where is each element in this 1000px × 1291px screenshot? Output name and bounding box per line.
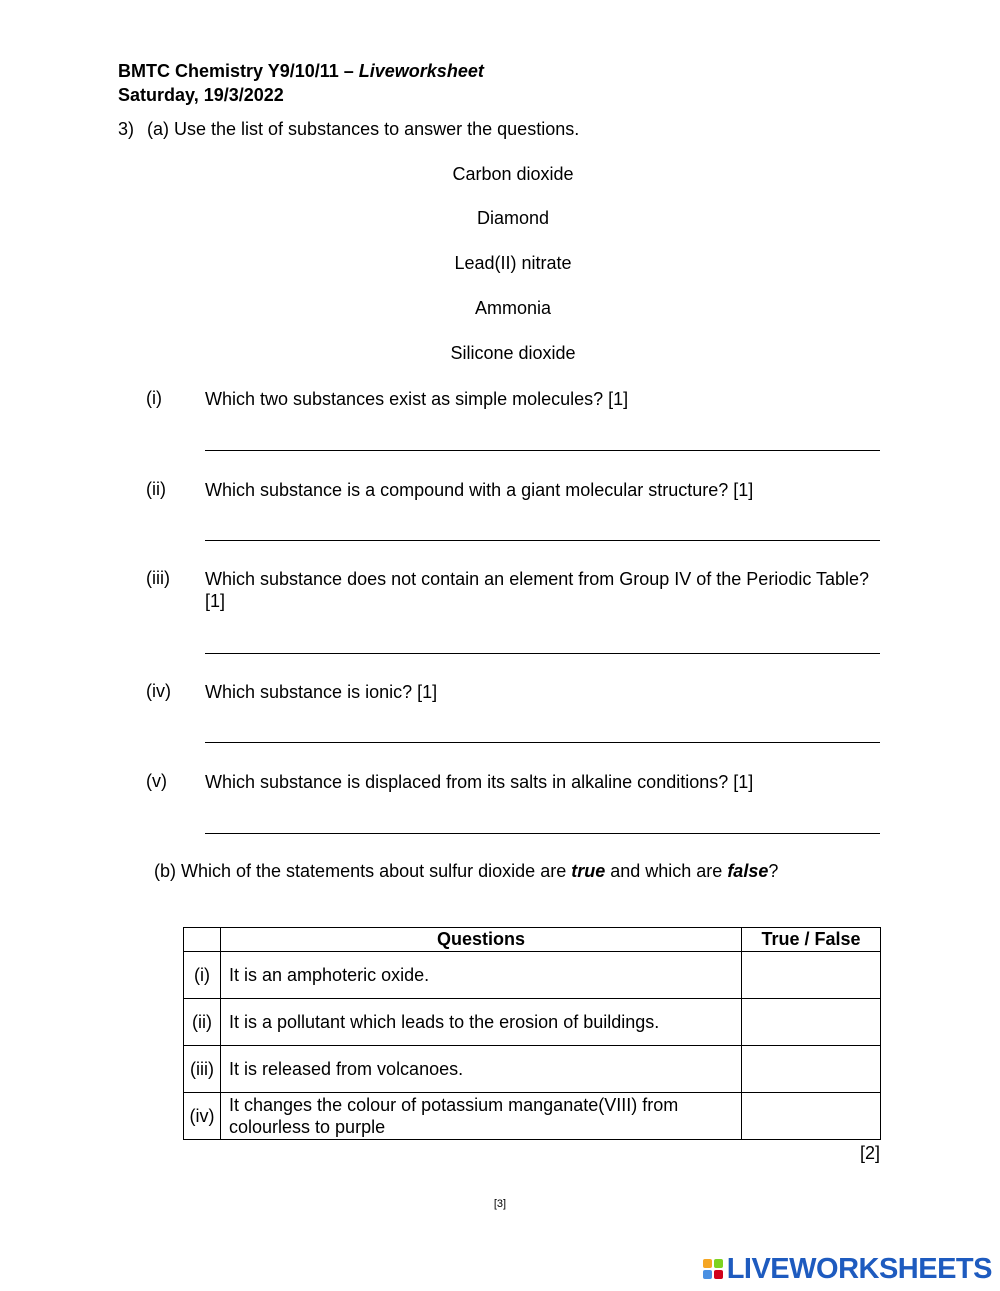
subq-num-ii: (ii) <box>146 479 166 499</box>
worksheet-title <box>118 60 484 82</box>
subq-text-i: Which two substances exist as simple molecules? [1] <box>205 389 629 409</box>
part-b-middle: and which are <box>605 861 728 881</box>
substance-1: Carbon dioxide <box>452 164 574 184</box>
table-marks: [2] <box>859 1143 880 1163</box>
answer-cell[interactable] <box>742 1093 881 1140</box>
true-false-table <box>183 927 881 1140</box>
substance-4: Ammonia <box>474 298 552 318</box>
subq-num-i: (i) <box>146 388 162 408</box>
table-row <box>184 999 881 1046</box>
part-b-question <box>154 860 778 882</box>
false-word: false <box>727 861 769 881</box>
row-statement: It changes the colour of potassium manganate(VIII) from colourless to purple <box>221 1093 742 1140</box>
answer-cell[interactable] <box>742 952 881 999</box>
worksheet-date: Saturday, 19/3/2022 <box>118 85 284 105</box>
part-b-prefix: (b) Which of the statements about sulfur dioxide are <box>154 861 572 881</box>
subq-num-iii: (iii) <box>146 568 170 588</box>
table-row <box>184 952 881 999</box>
answer-line-i[interactable] <box>205 450 880 451</box>
table-row <box>184 1046 881 1093</box>
row-num: (i) <box>184 952 221 999</box>
table-row <box>184 1093 881 1140</box>
substance-2: Diamond <box>476 208 550 228</box>
part-b-suffix: ? <box>768 861 779 881</box>
row-statement: It is a pollutant which leads to the erosion of buildings. <box>221 999 742 1046</box>
question-number: 3) <box>118 119 135 139</box>
subq-text-iv: Which substance is ionic? [1] <box>205 682 438 702</box>
substance-5: Silicone dioxide <box>450 343 576 363</box>
total-marks: [3] <box>493 1198 507 1210</box>
row-statement: It is released from volcanoes. <box>221 1046 742 1093</box>
answer-line-iv[interactable] <box>205 742 880 743</box>
answer-cell[interactable] <box>742 999 881 1046</box>
answer-line-iii[interactable] <box>205 653 880 654</box>
row-statement: It is an amphoteric oxide. <box>221 952 742 999</box>
liveworksheets-logo <box>703 1254 992 1284</box>
subq-num-iv: (iv) <box>146 681 171 701</box>
row-num: (ii) <box>184 999 221 1046</box>
logo-text: LIVEWORKSHEETS <box>726 1252 992 1285</box>
logo-icon <box>703 1259 723 1279</box>
header-num-cell <box>184 928 221 952</box>
title-prefix: BMTC Chemistry Y9/10/11 – <box>118 61 359 81</box>
subq-text-v: Which substance is displaced from its salts in alkaline conditions? [1] <box>205 772 754 792</box>
answer-line-ii[interactable] <box>205 540 880 541</box>
table-header-row <box>184 928 881 952</box>
true-word: true <box>571 861 606 881</box>
answer-line-v[interactable] <box>205 833 880 834</box>
answer-cell[interactable] <box>742 1046 881 1093</box>
header-questions: Questions <box>221 928 742 952</box>
subq-text-ii: Which substance is a compound with a giant molecular structure? [1] <box>205 480 754 500</box>
row-num: (iv) <box>184 1093 221 1140</box>
row-num: (iii) <box>184 1046 221 1093</box>
header-true-false: True / False <box>742 928 881 952</box>
substance-3: Lead(II) nitrate <box>454 253 572 273</box>
title-italic: Liveworksheet <box>358 61 484 81</box>
subq-text-iii: Which substance does not contain an element from Group IV of the Periodic Table? [1] <box>205 569 870 611</box>
part-a-intro: (a) Use the list of substances to answer the questions. <box>147 119 580 139</box>
subq-num-v: (v) <box>146 771 167 791</box>
